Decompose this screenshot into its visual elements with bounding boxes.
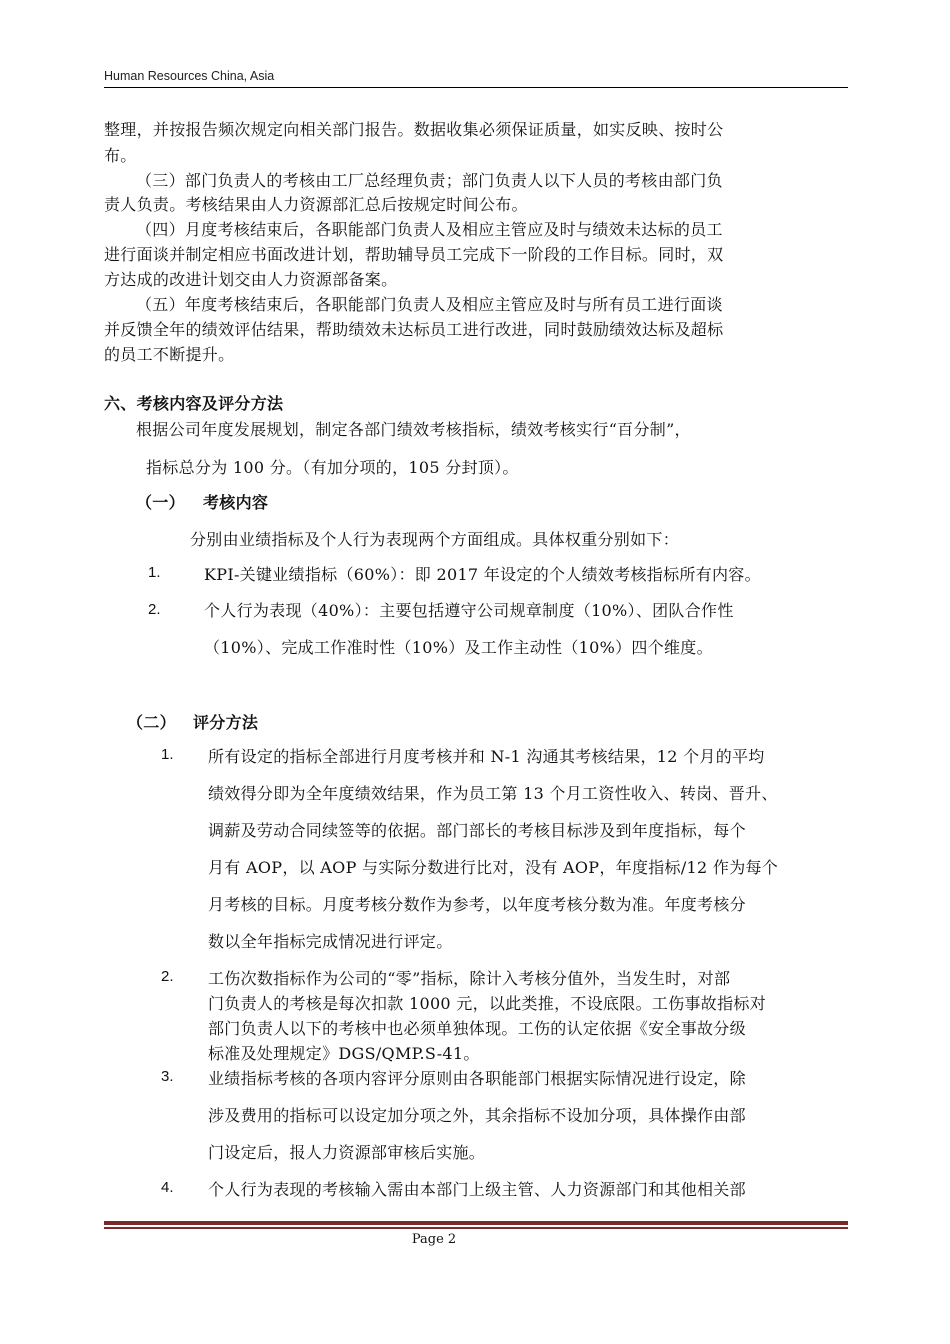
- section-intro: 根据公司年度发展规划，制定各部门绩效考核指标，绩效考核实行“百分制”，: [136, 420, 691, 439]
- list-item-line: 个人行为表现的考核输入需由本部门上级主管、人力资源部门和其他相关部: [208, 1180, 746, 1199]
- subsection-title: 考核内容: [203, 493, 269, 512]
- paragraph-line: （四）月度考核结束后，各职能部门负责人及相应主管应及时与绩效未达标的员工: [136, 220, 723, 239]
- paragraph-line: 整理，并按报告频次规定向相关部门报告。数据收集必须保证质量，如实反映、按时公: [104, 120, 724, 139]
- list-item-line: 标准及处理规定》DGS/QMP.S-41。: [208, 1044, 480, 1063]
- paragraph-line: 责人负责。考核结果由人力资源部汇总后按规定时间公布。: [104, 195, 528, 214]
- subsection-title: 评分方法: [193, 713, 259, 732]
- paragraph-line: 的员工不断提升。: [104, 345, 235, 364]
- list-item-line: （10%）、完成工作准时性（10%）及工作主动性（10%）四个维度。: [204, 638, 713, 657]
- paragraph-line: 进行面谈并制定相应书面改进计划，帮助辅导员工完成下一阶段的工作目标。同时，双: [104, 245, 724, 264]
- paragraph-line: 布。: [104, 146, 137, 165]
- list-number: 1.: [161, 746, 174, 763]
- list-item-line: 月考核的目标。月度考核分数作为参考，以年度考核分数为准。年度考核分: [208, 895, 746, 914]
- section-heading: 六、考核内容及评分方法: [104, 394, 284, 413]
- paragraph-line: （三）部门负责人的考核由工厂总经理负责；部门负责人以下人员的考核由部门负: [136, 171, 723, 190]
- paragraph-line: 方达成的改进计划交由人力资源部备案。: [104, 270, 398, 289]
- list-item-line: 绩效得分即为全年度绩效结果，作为员工第 13 个月工资性收入、转岗、晋升、: [208, 784, 778, 803]
- list-item-line: 月有 AOP，以 AOP 与实际分数进行比对，没有 AOP，年度指标/12 作为每个: [208, 858, 779, 877]
- list-number: 2.: [161, 968, 174, 985]
- section-intro: 指标总分为 100 分。（有加分项的，105 分封顶）。: [146, 458, 519, 477]
- list-item-line: 数以全年指标完成情况进行评定。: [208, 932, 453, 951]
- paragraph-line: （五）年度考核结束后，各职能部门负责人及相应主管应及时与所有员工进行面谈: [136, 295, 723, 314]
- list-number: 1.: [148, 564, 161, 581]
- list-item-line: 门负责人的考核是每次扣款 1000 元，以此类推，不设底限。工伤事故指标对: [208, 994, 766, 1013]
- list-item-line: 业绩指标考核的各项内容评分原则由各职能部门根据实际情况进行设定，除: [208, 1069, 746, 1088]
- list-number: 2.: [148, 601, 161, 618]
- running-header: Human Resources China, Asia: [104, 69, 275, 83]
- list-item-line: 涉及费用的指标可以设定加分项之外，其余指标不设加分项，具体操作由部: [208, 1106, 746, 1125]
- list-number: 3.: [161, 1068, 174, 1085]
- page-number: Page 2: [411, 1232, 457, 1247]
- subsection-label: （一）: [136, 493, 185, 512]
- list-item-line: 个人行为表现（40%）：主要包括遵守公司规章制度（10%）、团队合作性: [204, 601, 734, 620]
- list-item-line: 部门负责人以下的考核中也必须单独体现。工伤的认定依据《安全事故分级: [208, 1019, 746, 1038]
- list-item-line: KPI-关键业绩指标（60%）：即 2017 年设定的个人绩效考核指标所有内容。: [204, 565, 761, 584]
- header-rule: [104, 87, 848, 88]
- list-number: 4.: [161, 1179, 174, 1196]
- list-item-line: 工伤次数指标作为公司的“零”指标，除计入考核分值外，当发生时，对部: [208, 969, 731, 988]
- footer-rule: [104, 1221, 848, 1225]
- subsection-label: （二）: [127, 713, 176, 732]
- list-item-line: 门设定后，报人力资源部审核后实施。: [208, 1143, 486, 1162]
- list-item-line: 所有设定的指标全部进行月度考核并和 N-1 沟通其考核结果，12 个月的平均: [208, 747, 765, 766]
- footer-rule: [104, 1227, 848, 1229]
- list-item-line: 调薪及劳动合同续签等的依据。部门部长的考核目标涉及到年度指标，每个: [208, 821, 746, 840]
- subsection-intro: 分别由业绩指标及个人行为表现两个方面组成。具体权重分别如下：: [190, 530, 680, 549]
- paragraph-line: 并反馈全年的绩效评估结果，帮助绩效未达标员工进行改进，同时鼓励绩效达标及超标: [104, 320, 724, 339]
